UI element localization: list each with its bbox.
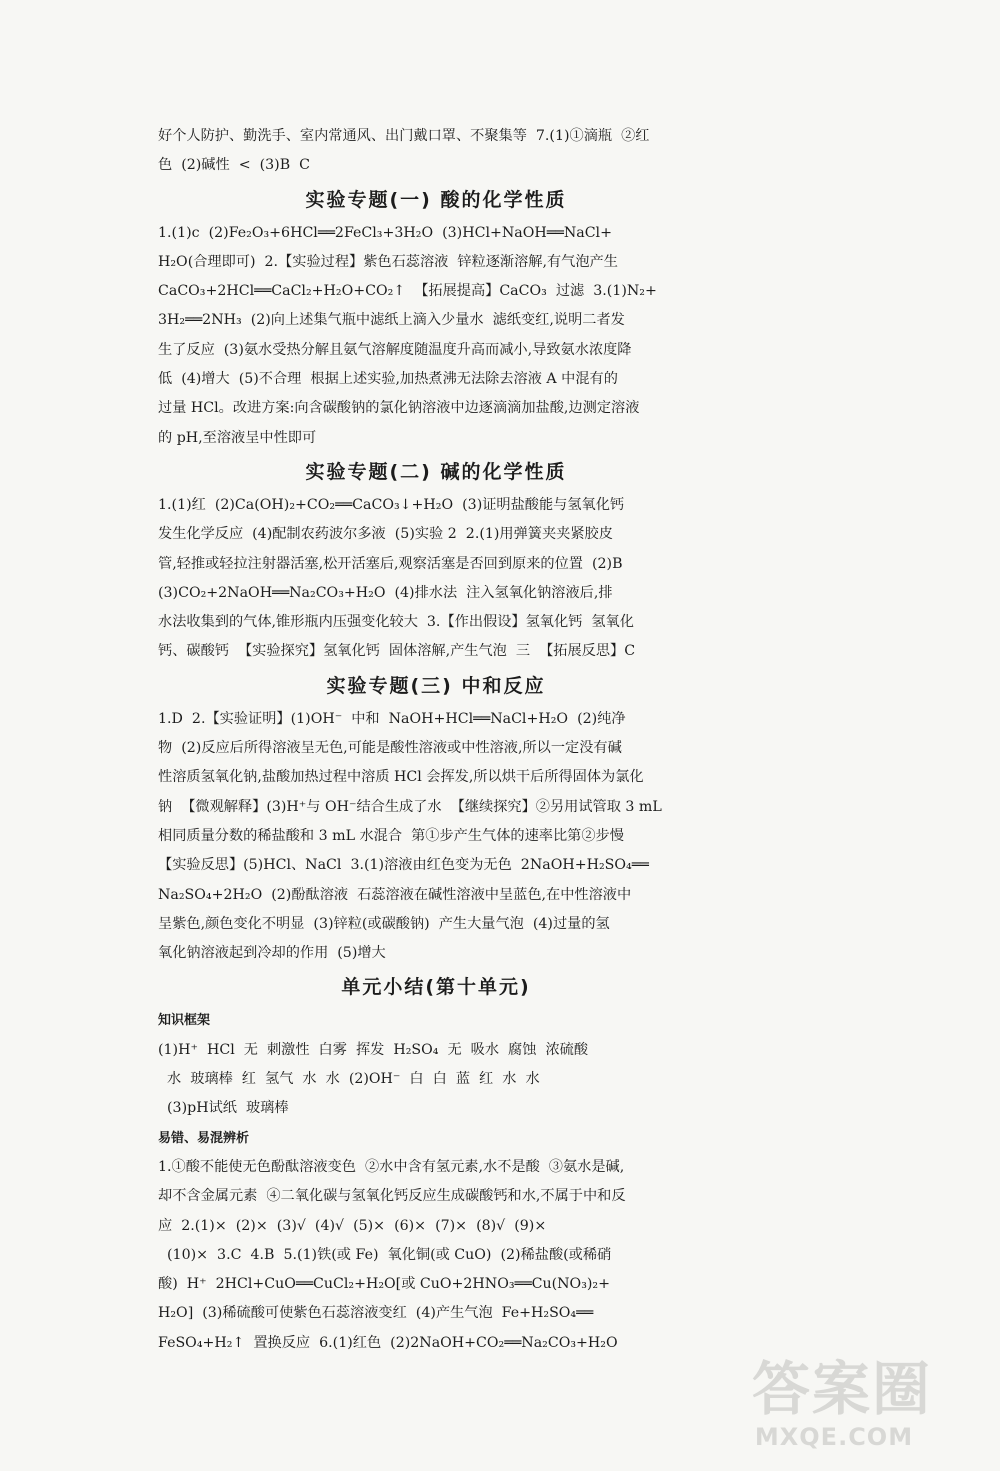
- intro-lines: [158, 122, 714, 181]
- text-line: 色 (2)碱性 < (3)B C: [158, 157, 311, 174]
- text-line: (10)× 3.C 4.B 5.(1)铁(或 Fe) 氧化铜(或 CuO) (2)稀盐酸(或稀硝: [158, 1246, 612, 1263]
- text-line: 过量 HCl。改进方案:向含碳酸钠的氯化钠溶液中边逐滴滴加盐酸,边测定溶液: [158, 400, 640, 417]
- text-line: 水法收集到的气体,锥形瓶内压强变化较大 3.【作出假设】氢氧化钙 氢氧化: [158, 614, 634, 631]
- text-line: 3H₂══2NH₃ (2)向上述集气瓶中滤纸上滴入少量水 滤纸变红,说明二者发: [158, 312, 625, 329]
- text-line: H₂O] (3)稀硫酸可使紫色石蕊溶液变红 (4)产生气泡 Fe+H₂SO₄══: [158, 1305, 594, 1322]
- text-line: 钠 【微观解释】(3)H⁺与 OH⁻结合生成了水 【继续探究】②另用试管取 3 mL: [158, 798, 662, 815]
- text-line: 钙、碳酸钙 【实验探究】氢氧化钙 固体溶解,产生气泡 三 【拓展反思】C: [158, 643, 636, 660]
- text-line: 酸) H⁺ 2HCl+CuO══CuCl₂+H₂O[或 CuO+2HNO₃══Cu(NO₃)₂+: [158, 1276, 610, 1293]
- text-line: FeSO₄+H₂↑ 置换反应 6.(1)红色 (2)2NaOH+CO₂══Na₂CO₃+H₂O: [158, 1334, 618, 1351]
- subhead-error-analysis: 易错、易混辨析: [158, 1130, 250, 1146]
- text-line: 氧化钠溶液起到冷却的作用 (5)增大: [158, 945, 386, 962]
- text-line: 相同质量分数的稀盐酸和 3 mL 水混合 第①步产生气体的速率比第②步慢: [158, 827, 624, 844]
- watermark-logo: 答案圈: [751, 1355, 932, 1423]
- text-line: 水 玻璃棒 红 氢气 水 水 (2)OH⁻ 白 白 蓝 红 水 水: [158, 1071, 540, 1088]
- text-line: 1.(1)c (2)Fe₂O₃+6HCl══2FeCl₃+3H₂O (3)HCl+NaOH══NaCl+: [158, 224, 612, 241]
- answer-page: [158, 122, 714, 1358]
- section-base-body: [158, 491, 714, 667]
- text-line: 好个人防护、勤洗手、室内常通风、出门戴口罩、不聚集等 7.(1)①滴瓶 ②红: [158, 128, 650, 144]
- text-line: 生了反应 (3)氨水受热分解且氨气溶解度随温度升高而减小,导致氨水浓度降: [158, 341, 632, 358]
- section-title-neutralization: 实验专题(三) 中和反应: [326, 674, 546, 697]
- text-line: 却不含金属元素 ④二氧化碳与氢氧化钙反应生成碳酸钙和水,不属于中和反: [158, 1188, 626, 1205]
- knowledge-framework-body: [158, 1036, 714, 1124]
- text-line: 应 2.(1)× (2)× (3)√ (4)√ (5)× (6)× (7)× (8)√ (9)×: [158, 1217, 547, 1234]
- section-title-unit-summary: 单元小结(第十单元): [341, 976, 531, 999]
- watermark-url: MXQE.COM: [754, 1423, 914, 1451]
- text-line: 低 (4)增大 (5)不合理 根据上述实验,加热煮沸无法除去溶液 A 中混有的: [158, 371, 618, 388]
- text-line: (3)pH试纸 玻璃棒: [158, 1100, 289, 1117]
- text-line: (1)H⁺ HCl 无 刺激性 白雾 挥发 H₂SO₄ 无 吸水 腐蚀 浓硫酸: [158, 1041, 589, 1058]
- section-title-base: 实验专题(二) 碱的化学性质: [305, 460, 567, 483]
- section-neutralization-body: [158, 705, 714, 969]
- text-line: 1.D 2.【实验证明】(1)OH⁻ 中和 NaOH+HCl══NaCl+H₂O (2)纯净: [158, 710, 626, 727]
- text-line: 1.①酸不能使无色酚酞溶液变色 ②水中含有氢元素,水不是酸 ③氨水是碱,: [158, 1158, 625, 1175]
- text-line: CaCO₃+2HCl══CaCl₂+H₂O+CO₂↑ 【拓展提高】CaCO₃ 过滤 3.(1)N₂+: [158, 283, 657, 300]
- text-line: Na₂SO₄+2H₂O (2)酚酞溶液 石蕊溶液在碱性溶液中呈蓝色,在中性溶液中: [158, 886, 632, 903]
- text-line: 发生化学反应 (4)配制农药波尔多液 (5)实验 2 2.(1)用弹簧夹夹紧胶皮: [158, 526, 613, 543]
- text-line: 性溶质氢氧化钠,盐酸加热过程中溶质 HCl 会挥发,所以烘干后所得固体为氯化: [158, 769, 644, 786]
- text-line: 的 pH,至溶液呈中性即可: [158, 429, 317, 446]
- text-line: H₂O(合理即可) 2.【实验过程】紫色石蕊溶液 锌粒逐渐溶解,有气泡产生: [158, 253, 618, 270]
- text-line: (3)CO₂+2NaOH══Na₂CO₃+H₂O (4)排水法 注入氢氧化钠溶液后,排: [158, 584, 613, 601]
- text-line: 物 (2)反应后所得溶液呈无色,可能是酸性溶液或中性溶液,所以一定没有碱: [158, 740, 622, 757]
- section-acid-body: [158, 219, 714, 453]
- text-line: 呈紫色,颜色变化不明显 (3)锌粒(或碳酸钠) 产生大量气泡 (4)过量的氢: [158, 915, 610, 932]
- watermark: [722, 1353, 962, 1453]
- error-analysis-body: [158, 1153, 714, 1358]
- text-line: 1.(1)红 (2)Ca(OH)₂+CO₂══CaCO₃↓+H₂O (3)证明盐酸能与氢氧化钙: [158, 496, 625, 513]
- subhead-knowledge-framework: 知识框架: [158, 1013, 211, 1029]
- text-line: 管,轻推或轻拉注射器活塞,松开活塞后,观察活塞是否回到原来的位置 (2)B: [158, 555, 623, 572]
- text-line: 【实验反思】(5)HCl、NaCl 3.(1)溶液由红色变为无色 2NaOH+H₂SO₄══: [158, 857, 649, 874]
- section-title-acid: 实验专题(一) 酸的化学性质: [305, 188, 567, 211]
